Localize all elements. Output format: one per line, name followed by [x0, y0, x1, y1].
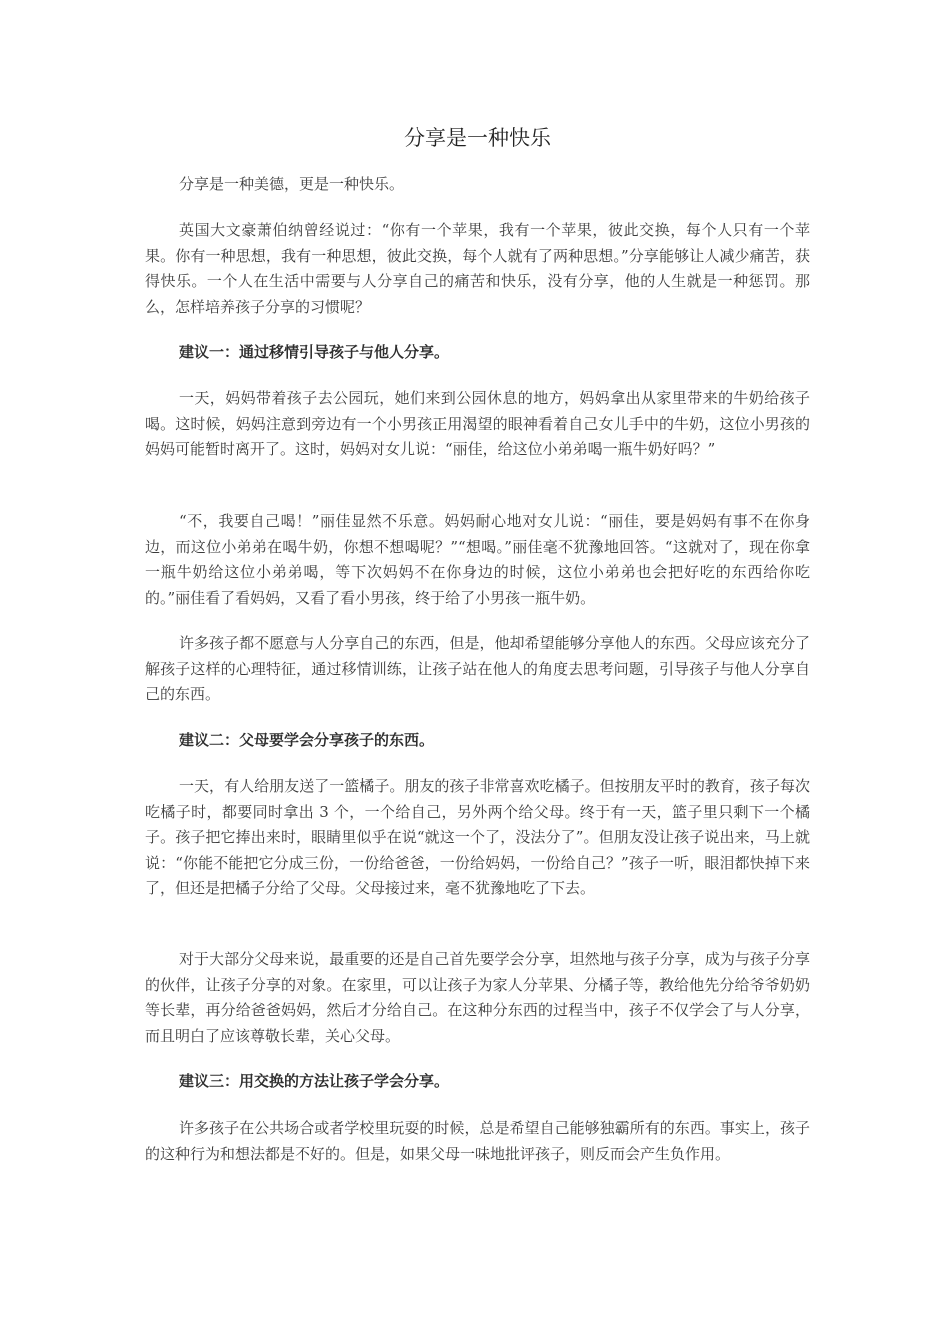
body-paragraph: “不，我要自己喝！”丽佳显然不乐意。妈妈耐心地对女儿说：“丽佳，要是妈妈有事不在你身边，而这位小弟弟在喝牛奶，你想不想喝呢？”“想喝。”丽佳毫不犹豫地回答。“这就对了，现在你拿一瓶牛奶给这位小弟弟喝，等下次妈妈不在你身边的时候，这位小弟弟也会把好吃的东西给你吃的。”丽佳看了看妈妈，又看了看小男孩，终于给了小男孩一瓶牛奶。 — [145, 512, 810, 607]
body-paragraph: 许多孩子在公共场合或者学校里玩耍的时候，总是希望自己能够独霸所有的东西。事实上，孩子的这种行为和想法都是不好的。但是，如果父母一味地批评孩子，则反而会产生负作用。 — [145, 1119, 810, 1163]
section-heading: 建议一：通过移情引导孩子与他人分享。 — [179, 343, 450, 361]
intro-paragraph: 分享是一种美德，更是一种快乐。 — [179, 175, 405, 193]
body-paragraph: 一天，妈妈带着孩子去公园玩，她们来到公园休息的地方，妈妈拿出从家里带来的牛奶给孩子喝。这时候，妈妈注意到旁边有一个小男孩正用渴望的眼神看着自己女儿手中的牛奶，这位小男孩的妈妈可能暂时离开了。这时，妈妈对女儿说：“丽佳，给这位小弟弟喝一瓶牛奶好吗？” — [145, 389, 810, 458]
body-paragraph: 许多孩子都不愿意与人分享自己的东西，但是，他却希望能够分享他人的东西。父母应该充分了解孩子这样的心理特征，通过移情训练，让孩子站在他人的角度去思考问题，引导孩子与他人分享自己的东西。 — [145, 634, 810, 703]
section-heading: 建议二：父母要学会分享孩子的东西。 — [179, 731, 435, 749]
body-paragraph: 一天，有人给朋友送了一篮橘子。朋友的孩子非常喜欢吃橘子。但按朋友平时的教育，孩子每次吃橘子时，都要同时拿出 3 个，一个给自己，另外两个给父母。终于有一天，篮子里只剩下一个橘子。孩子把它捧出来时，眼睛里似乎在说“就这一个了，没法分了”。但朋友没让孩子说出来，马上就说：“你能不能把它分成三份，一份给爸爸，一份给妈妈，一份给自己？”孩子一听，眼泪都快掉下来了，但还是把橘子分给了父母。父母接过来，毫不犹豫地吃了下去。 — [145, 777, 810, 897]
document-title: 分享是一种快乐 — [404, 126, 551, 150]
body-paragraph: 英国大文豪萧伯纳曾经说过：“你有一个苹果，我有一个苹果，彼此交换，每个人只有一个苹果。你有一种思想，我有一种思想，彼此交换，每个人就有了两种思想。”分享能够让人减少痛苦，获得快乐。一个人在生活中需要与人分享自己的痛苦和快乐，没有分享，他的人生就是一种惩罚。那么，怎样培养孩子分享的习惯呢？ — [145, 221, 810, 316]
section-heading: 建议三：用交换的方法让孩子学会分享。 — [179, 1072, 450, 1090]
body-paragraph: 对于大部分父母来说，最重要的还是自己首先要学会分享，坦然地与孩子分享，成为与孩子分享的伙伴，让孩子分享的对象。在家里，可以让孩子为家人分苹果、分橘子等，教给他先分给爷爷奶奶等长辈，再分给爸爸妈妈，然后才分给自己。在这种分东西的过程当中，孩子不仅学会了与人分享，而且明白了应该尊敬长辈，关心父母。 — [145, 950, 810, 1045]
